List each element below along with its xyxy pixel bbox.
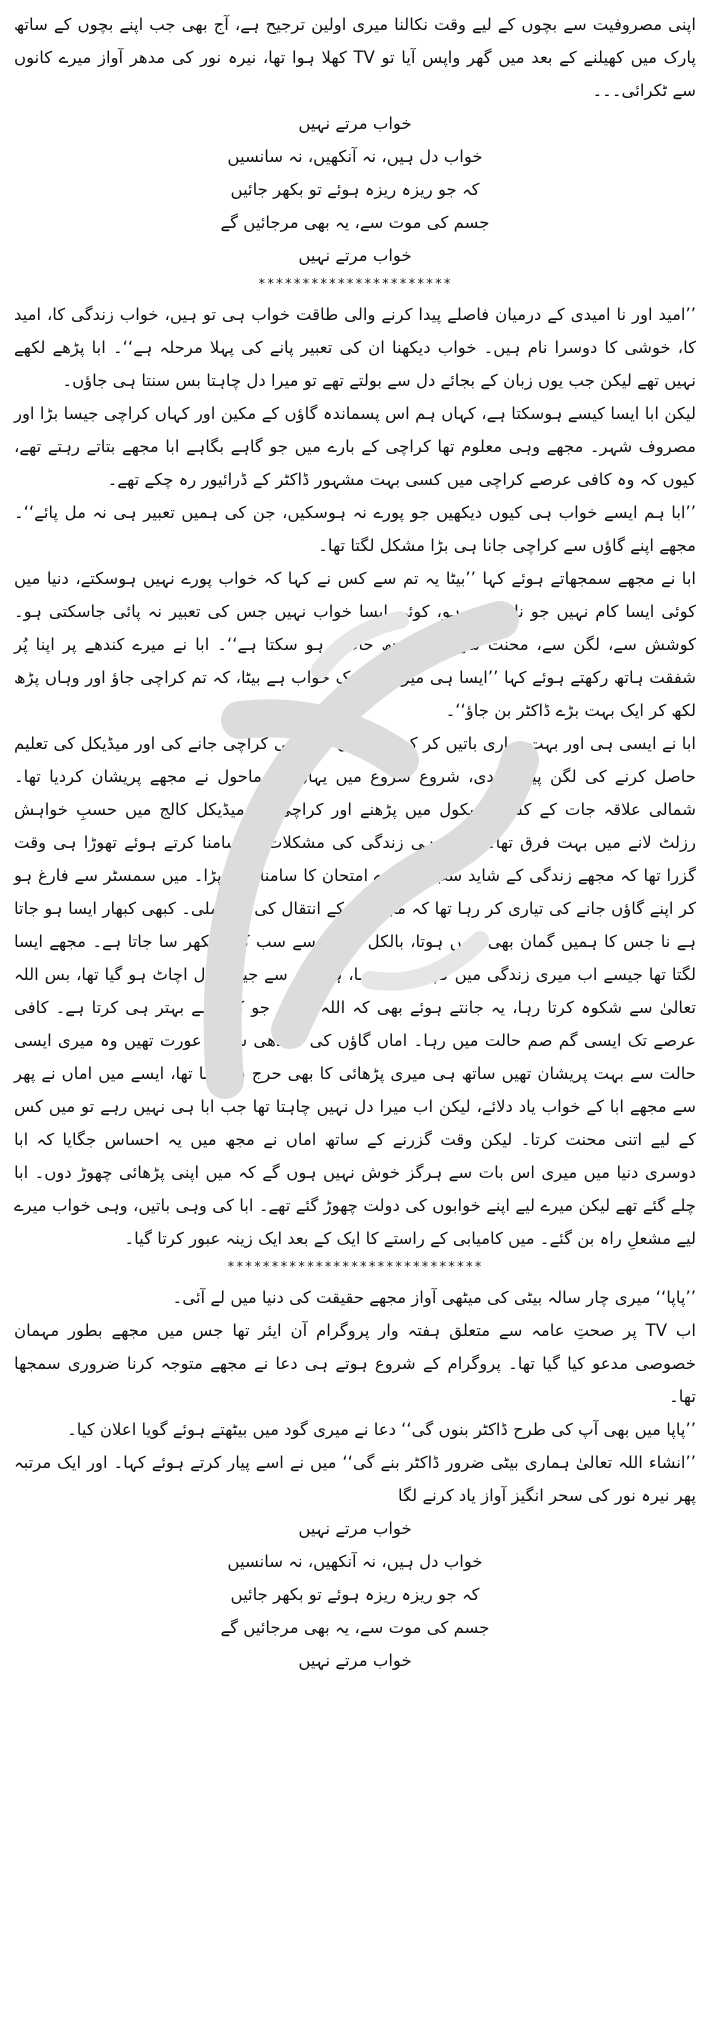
poem-line: کہ جو ریزہ ریزہ ہوئے تو بکھر جائیں bbox=[230, 180, 480, 199]
poem-line: خواب دل ہیں، نہ آنکھیں، نہ سانسیں bbox=[227, 1552, 483, 1571]
story-paragraph: لیکن ابا ایسا کیسے ہوسکتا ہے، کہاں ہم اس پسماندہ گاؤں کے مکین اور کہاں کراچی جیسا بڑا اور مصروف شہر۔ مجھے وہی معلوم تھا کراچی کے بارے میں جو گاہے بگاہے ابا مجھے بتاتے رہتے تھے، کیوں کہ وہ کافی عرصے کراچی میں کسی بہت مشہور ڈاکٹر کے ڈرائیور رہ چکے تھے۔ bbox=[14, 404, 696, 489]
poem-line: جسم کی موت سے، یہ بھی مرجائیں گے bbox=[220, 213, 490, 232]
poem-bottom bbox=[14, 1512, 696, 1677]
poem-top bbox=[14, 107, 696, 272]
poem-line: جسم کی موت سے، یہ بھی مرجائیں گے bbox=[220, 1618, 490, 1637]
intro-paragraph: اپنی مصروفیت سے بچوں کے لیے وقت نکالنا میری اولین ترجیح ہے، آج بھی جب اپنے بچوں کے ساتھ پارک میں کھیلنے کے بعد میں گھر واپس آیا تو TV کھلا ہوا تھا، نیرہ نور کی مدھر آواز میرے کانوں سے ٹکرائی۔۔۔ bbox=[14, 15, 696, 100]
poem-line: خواب مرتے نہیں bbox=[298, 1519, 412, 1538]
poem-line: خواب مرتے نہیں bbox=[298, 246, 412, 265]
poem-line: خواب مرتے نہیں bbox=[298, 1651, 412, 1670]
poem-line: خواب مرتے نہیں bbox=[298, 114, 412, 133]
ending-paragraph: ’’پاپا‘‘ میری چار سالہ بیٹی کی میٹھی آواز مجھے حقیقت کی دنیا میں لے آئی۔ bbox=[172, 1288, 696, 1307]
poem-line: خواب دل ہیں، نہ آنکھیں، نہ سانسیں bbox=[227, 147, 483, 166]
story-paragraph: ابا نے مجھے سمجھاتے ہوئے کہا ’’بیٹا یہ تم سے کس نے کہا کہ خواب پورے نہیں ہوسکتے، دنیا میں کوئی ایسا کام نہیں جو نا ممکن ہو، کوئی ایسا خواب نہیں جس کی تعبیر نہ پائی جاسکتی ہو۔ کوشش سے، لگن سے، محنت سے سب کچھ حاصل ہو سکتا ہے‘‘۔ ابا نے میرے کندھے پر اپنا پُر شفقت ہاتھ رکھتے ہوئے کہا ’’ایسا ہی میرا بھی ایک خواب ہے بیٹا، کہ تم کراچی جاؤ اور وہاں پڑھ لکھ کر ایک بہت بڑے ڈاکٹر بن جاؤ‘‘۔ bbox=[14, 569, 696, 720]
poem-line: کہ جو ریزہ ریزہ ہوئے تو بکھر جائیں bbox=[230, 1585, 480, 1604]
story-paragraph: ابا نے ایسی ہی اور بہت ساری باتیں کر کے میرے دل میں بھی کراچی جانے کی اور میڈیکل کی تعلیم حاصل کرنے کی لگن پیدا کردی، شروع شروع میں یہاں کے ماحول نے مجھے پریشان کردیا تھا۔ شمالی علاقہ جات کے کسی اسکول میں پڑھنے اور کراچی کے میڈیکل کالج میں حسبِ خواہش رزلٹ لانے میں بہت فرق تھا۔ ایسی ہی زندگی کی مشکلات کا سامنا کرتے ہوئے تھوڑا ہی وقت گزرا تھا کہ مجھے زندگی کے شاید سب سے بڑے امتحان کا سامنا کرنا پڑا۔ میں سمسٹر سے فارغ ہو کر اپنے گاؤں جانے کی تیاری کر رہا تھا کہ مجھے ابا کے انتقال کی خبر ملی۔ کبھی کبھار ایسا ہو جاتا ہے نا جس کا ہمیں گمان بھی نہیں ہوتا، بالکل اچانک سے سب کچھ بکھر سا جاتا ہے۔ مجھے ایسا لگتا تھا جیسے اب میری زندگی میں کچھ نہیں رہا، ہر چیز سے جیسے دل اچاٹ ہو گیا تھا، بس اللہ تعالیٰ سے شکوہ کرتا رہا، یہ جانتے ہوئے بھی کہ اللہ تعالیٰ جو کرتا ہے بہتر ہی کرتا ہے۔ کافی عرصے تک ایسی گم صم حالت میں رہا۔ اماں گاؤں کی سیدھی سادی عورت تھیں وہ میری ایسی حالت سے بہت پریشان تھیں ساتھ ہی میری پڑھائی کا بھی حرج ہو رہا تھا، ایسے میں اماں نے پھر سے مجھے ابا کے خواب یاد دلائے، لیکن اب میرا دل نہیں چاہتا تھا جب ابا ہی نہیں رہے تو میں کس کے لیے اتنی محنت کرتا۔ لیکن وقت گزرنے کے ساتھ اماں نے مجھ میں یہ احساس جگایا کہ ابا دوسری دنیا میں میری اس بات سے ہرگز خوش نہیں ہوں گے کہ میں اپنی پڑھائی چھوڑ دوں۔ ابا چلے گئے تھے لیکن میرے لیے اپنے خوابوں کی دولت چھوڑ گئے تھے۔ ابا کی وہی باتیں، وہی خواب میرے لیے مشعلِ راہ بن گئے۔ میں کامیابی کے راستے کا ایک کے بعد ایک زینہ عبور کرتا گیا۔ bbox=[14, 734, 696, 1248]
ending-paragraph: ’’پاپا میں بھی آپ کی طرح ڈاکٹر بنوں گی‘‘ دعا نے میری گود میں بیٹھتے ہوئے گویا اعلان کیا۔ bbox=[67, 1420, 696, 1439]
section-separator: ***************************** bbox=[227, 1260, 483, 1275]
story-paragraph: ’’ابا ہم ایسے خواب ہی کیوں دیکھیں جو پورے نہ ہوسکیں، جن کی ہمیں تعبیر ہی نہ مل پائے‘‘۔ مجھے اپنے گاؤں سے کراچی جانا ہی بڑا مشکل لگتا تھا۔ bbox=[14, 503, 696, 555]
ending-paragraph: اب TV پر صحتِ عامہ سے متعلق ہفتہ وار پروگرام آن ایئر تھا جس میں مجھے بطور مہمان خصوصی مدعو کیا گیا تھا۔ پروگرام کے شروع ہوتے ہی دعا نے مجھے متوجہ کرنا ضروری سمجھا تھا۔ bbox=[14, 1321, 696, 1406]
section-separator: ********************** bbox=[257, 277, 453, 292]
ending-paragraph: ’’انشاء اللہ تعالیٰ ہماری بیٹی ضرور ڈاکٹر بنے گی‘‘ میں نے اسے پیار کرتے ہوئے کہا۔ اور ایک مرتبہ پھر نیرہ نور کی سحر انگیز آواز یاد کرنے لگا bbox=[14, 1453, 696, 1505]
story-paragraph: ’’امید اور نا امیدی کے درمیان فاصلے پیدا کرنے والی طاقت خواب ہی تو ہیں، خواب زندگی کا، امید کا، خوشی کا دوسرا نام ہیں۔ خواب دیکھنا ان کی تعبیر پانے کی پہلا مرحلہ ہے‘‘۔ ابا پڑھے لکھے نہیں تھے لیکن جب یوں زبان کے بجائے دل سے بولتے تھے تو میرا دل چاہتا بس سنتا ہی جاؤں۔ bbox=[14, 305, 696, 390]
